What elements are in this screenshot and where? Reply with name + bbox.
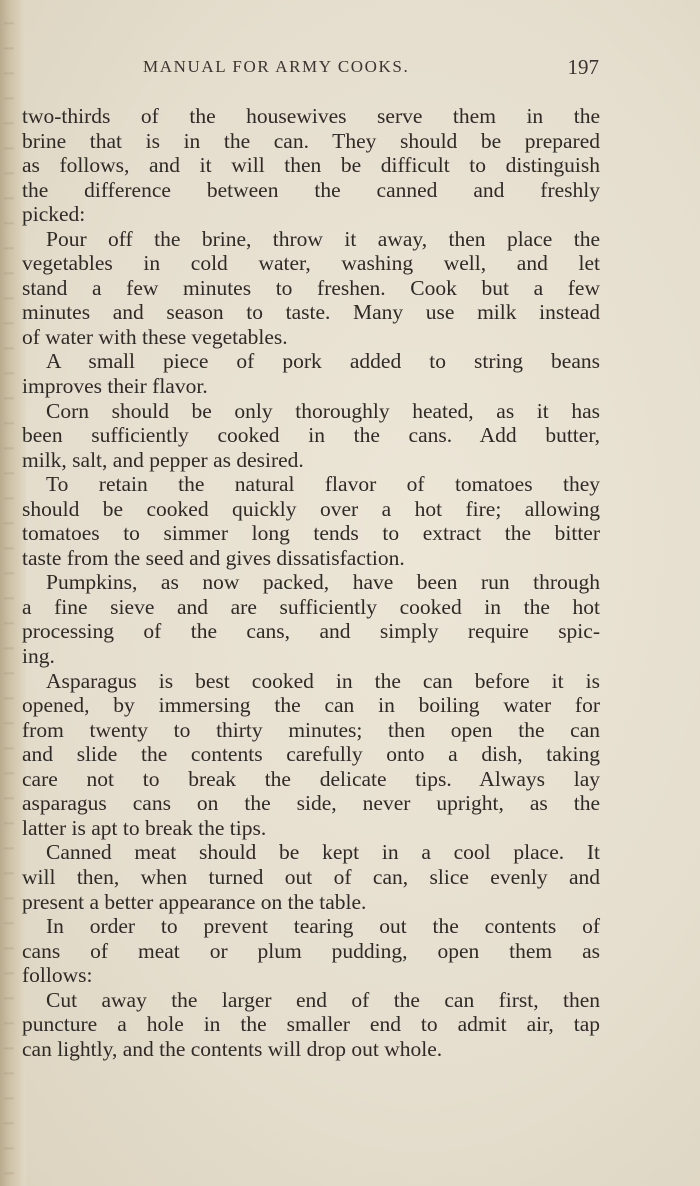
text-line: from twenty to thirty minutes; then open the can [22,717,600,742]
text-line: A small piece of pork added to string beans [46,349,600,374]
running-head [143,55,603,85]
text-line: vegetables in cold water, washing well, and let [22,251,600,276]
text-line: asparagus cans on the side, never upright, as the [22,791,600,816]
text-line: will then, when turned out of can, slice evenly and [22,864,600,889]
text-line: should be cooked quickly over a hot fire; allowing [22,496,600,521]
text-line: taste from the seed and gives dissatisfaction. [22,545,405,570]
page-number: 197 [567,55,599,79]
text-line: a fine sieve and are sufficiently cooked in the hot [22,594,600,619]
text-line: improves their flavor. [22,374,208,399]
text-line: care not to break the delicate tips. Always lay [22,766,600,791]
text-line: present a better appearance on the table. [22,889,367,914]
text-line: tomatoes to simmer long tends to extract the bitter [22,521,600,546]
text-line: as follows, and it will then be difficult to distinguish [22,153,600,178]
text-line: of water with these vegetables. [22,324,288,349]
body-text [22,104,600,1061]
text-line: and slide the contents carefully onto a dish, taking [22,742,600,767]
text-line: puncture a hole in the smaller end to admit air, tap [22,1012,600,1037]
text-line: minutes and season to taste. Many use milk instead [22,300,600,325]
text-line: opened, by immersing the can in boiling water for [22,693,600,718]
text-line: been sufficiently cooked in the cans. Add butter, [22,423,600,448]
text-line: picked: [22,202,86,227]
text-line: latter is apt to break the tips. [22,815,267,840]
text-line: Canned meat should be kept in a cool place. It [46,840,600,865]
text-line: To retain the natural flavor of tomatoes they [46,472,600,497]
gutter-shadow [4,0,14,1186]
text-line: follows: [22,963,93,988]
text-line: two-thirds of the housewives serve them in the [22,104,600,128]
text-line: In order to prevent tearing out the contents of [46,914,600,939]
text-line: Corn should be only thoroughly heated, as it has [46,398,600,423]
text-line: the difference between the canned and freshly [22,177,600,202]
text-line: Asparagus is best cooked in the can before it is [46,668,600,693]
text-line: processing of the cans, and simply require spic- [22,619,600,644]
text-line: brine that is in the can. They should be prepared [22,128,600,153]
text-line: Pumpkins, as now packed, have been run through [46,570,600,595]
text-line: ing. [22,644,55,669]
text-line: milk, salt, and pepper as desired. [22,447,304,472]
running-head-title: MANUAL FOR ARMY COOKS. [143,57,410,76]
text-line: Pour off the brine, throw it away, then place the [46,226,600,251]
text-line: cans of meat or plum pudding, open them as [22,938,600,963]
text-line: stand a few minutes to freshen. Cook but a few [22,275,600,300]
text-line: Cut away the larger end of the can first, then [46,987,600,1012]
text-line: can lightly, and the contents will drop out whole. [22,1036,443,1061]
